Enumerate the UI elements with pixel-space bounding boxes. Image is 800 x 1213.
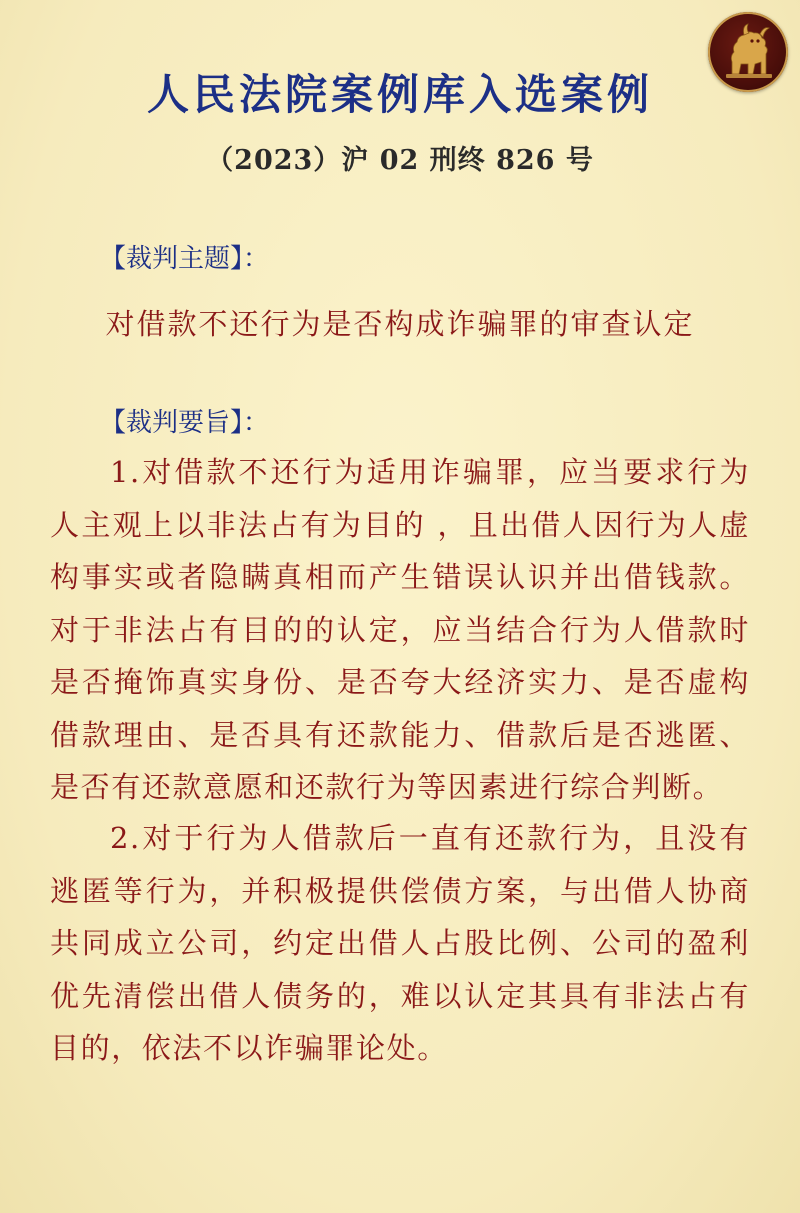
gist-paragraph-2: 2.对于行为人借款后一直有还款行为，且没有逃匿等行为，并积极提供偿债方案，与出借人协商共同成立公司，约定出借人占股比例、公司的盈利优先清偿出借人债务的，难以认定其具有非法占有目的，依法不以诈骗罪论处。 [50,821,750,1065]
document-title: 人民法院案例库入选案例 [146,70,653,119]
gist-paragraph-1: 1.对借款不还行为适用诈骗罪，应当要求行为人主观上以非法占有为目的 ，且出借人因行为人虚构事实或者隐瞒真相而产生错误认识并出借钱款。对于非法占有目的的认定，应当结合行为人借款时是否掩饰真实身份、是否夸大经济实力、是否虚构借款理由、是否具有还款能力、借款后是否逃匿、是否有还款意愿和还款行为等因素进行综合判断。 [50,455,750,804]
case-number: （2023）沪 02 刑终 826 号 [206,145,594,176]
section-label-judgment-gist: 【裁判要旨】： [100,408,270,438]
judgment-theme-text: 对借款不还行为是否构成诈骗罪的审查认定 [105,307,695,341]
section-label-judgment-theme: 【裁判主题】： [100,244,270,274]
